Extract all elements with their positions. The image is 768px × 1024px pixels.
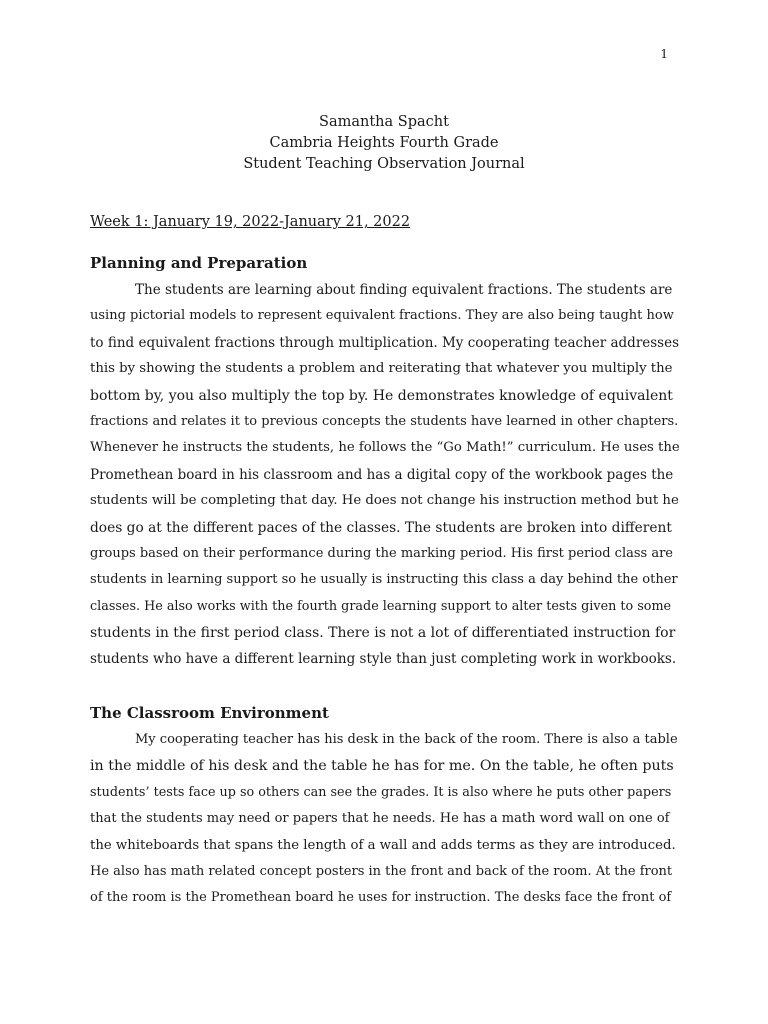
- author-name: Samantha Spacht: [319, 114, 449, 130]
- paragraph-line: to find equivalent fractions through multiplication. My cooperating teacher addresses: [90, 334, 680, 351]
- paragraph-line: students’ tests face up so others can see the grades. It is also where he puts other papers: [90, 784, 672, 800]
- paragraph-line: The students are learning about finding equivalent fractions. The students are: [135, 282, 673, 298]
- paragraph-line: Whenever he instructs the students, he follows the “Go Math!” curriculum. He uses the: [90, 440, 680, 456]
- paragraph-line: fractions and relates it to previous concepts the students have learned in other chapters.: [90, 413, 679, 429]
- paragraph-line: of the room is the Promethean board he uses for instruction. The desks face the front of: [90, 890, 672, 906]
- paragraph-line: that the students may need or papers that he needs. He has a math word wall on one of: [90, 811, 670, 827]
- paragraph-line: students will be completing that day. He does not change his instruction method but he: [90, 493, 679, 509]
- paragraph-line: using pictorial models to represent equivalent fractions. They are also being taught how: [90, 308, 674, 324]
- school-name: Cambria Heights Fourth Grade: [269, 135, 499, 151]
- paragraph-line: He also has math related concept posters in the front and back of the room. At the front: [90, 863, 673, 879]
- journal-title: Student Teaching Observation Journal: [243, 156, 525, 172]
- document-header: [0, 112, 768, 175]
- page-number: 1: [660, 47, 668, 61]
- paragraph-line: the whiteboards that spans the length of a wall and adds terms as they are introduced.: [90, 837, 676, 853]
- section-title-planning: Planning and Preparation: [90, 254, 308, 272]
- paragraph-line: groups based on their performance during the marking period. His first period class are: [90, 545, 673, 561]
- paragraph-line: My cooperating teacher has his desk in the back of the room. There is also a table: [135, 732, 678, 747]
- section-body-planning: [90, 277, 680, 673]
- paragraph-line: this by showing the students a problem and reiterating that whatever you multiply the: [90, 361, 673, 377]
- paragraph-line: classes. He also works with the fourth grade learning support to alter tests given to some: [90, 598, 672, 614]
- section-title-classroom: The Classroom Environment: [90, 704, 329, 722]
- week-heading: Week 1: January 19, 2022-January 21, 2022: [90, 214, 411, 230]
- paragraph-line: students in learning support so he usually is instructing this class a day behind the other: [90, 572, 678, 588]
- paragraph-line: Promethean board in his classroom and has a digital copy of the workbook pages the: [90, 466, 674, 483]
- paragraph-line: does go at the different paces of the classes. The students are broken into different: [90, 519, 672, 536]
- paragraph-line: bottom by, you also multiply the top by. He demonstrates knowledge of equivalent: [90, 387, 673, 404]
- section-body-classroom: [90, 727, 680, 912]
- paragraph-line: in the middle of his desk and the table he has for me. On the table, he often puts: [90, 758, 674, 775]
- paragraph-line: students who have a different learning style than just completing work in workbooks.: [90, 651, 677, 668]
- paragraph-line: students in the first period class. There is not a lot of differentiated instruction for: [90, 625, 676, 642]
